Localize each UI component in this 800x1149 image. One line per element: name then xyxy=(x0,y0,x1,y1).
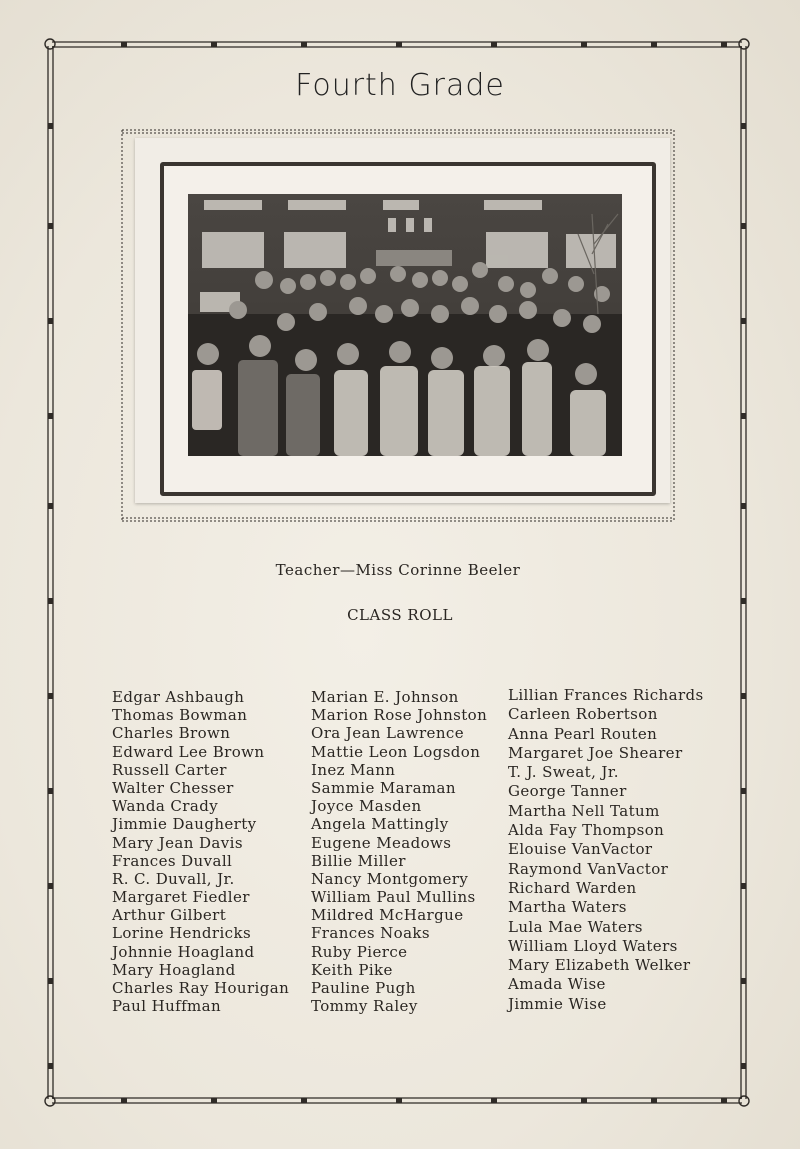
student-name: Marion Rose Johnston xyxy=(311,706,488,725)
student-name: Amada Wise xyxy=(508,975,606,994)
student-name: Russell Carter xyxy=(112,760,227,779)
student-name: Joyce Masden xyxy=(311,797,422,816)
class-photo xyxy=(188,194,622,456)
student-name: Mattie Leon Logsdon xyxy=(311,742,481,761)
student-name: Keith Pike xyxy=(311,960,393,979)
student-name: Walter Chesser xyxy=(112,778,234,797)
student-name: Charles Brown xyxy=(112,724,231,743)
student-name: Mary Hoagland xyxy=(112,960,236,979)
roll-column-3 xyxy=(508,686,704,1014)
student-name: Paul Huffman xyxy=(112,997,222,1016)
student-name: Margaret Joe Shearer xyxy=(508,743,683,762)
student-name: Martha Nell Tatum xyxy=(508,801,660,820)
student-name: Jimmie Daugherty xyxy=(112,815,257,834)
student-name: Carleen Robertson xyxy=(508,705,658,724)
student-name: Sammie Maraman xyxy=(311,778,456,797)
student-name: Anna Pearl Routen xyxy=(508,724,658,743)
roll-column-2 xyxy=(311,688,487,1015)
student-name: Edward Lee Brown xyxy=(112,742,265,761)
student-name: William Lloyd Waters xyxy=(508,936,678,955)
student-name: R. C. Duvall, Jr. xyxy=(112,869,235,888)
page-title: Fourth Grade xyxy=(295,68,505,103)
student-name: Frances Duvall xyxy=(112,851,233,870)
student-name: Pauline Pugh xyxy=(311,979,416,997)
student-name: Charles Ray Hourigan xyxy=(112,979,290,997)
student-name: Frances Noaks xyxy=(311,924,431,943)
student-name: Richard Warden xyxy=(508,878,637,897)
student-name: Marian E. Johnson xyxy=(311,688,459,706)
student-name: Thomas Bowman xyxy=(112,706,248,725)
student-name: Ora Jean Lawrence xyxy=(311,724,464,743)
student-name: Wanda Crady xyxy=(112,797,219,816)
student-name: Raymond VanVactor xyxy=(508,859,669,878)
student-name: Tommy Raley xyxy=(311,997,418,1016)
student-name: Arthur Gilbert xyxy=(112,906,227,925)
student-name: Mary Elizabeth Welker xyxy=(508,956,691,975)
student-name: Inez Mann xyxy=(311,760,396,779)
student-name: Mildred McHargue xyxy=(311,906,464,925)
student-name: Billie Miller xyxy=(311,851,406,870)
student-name: Alda Fay Thompson xyxy=(508,821,665,840)
student-name: Nancy Montgomery xyxy=(311,869,469,888)
class-photo-icon xyxy=(188,194,622,456)
class-roll-heading: CLASS ROLL xyxy=(347,606,453,624)
roll-column-1 xyxy=(112,688,289,1015)
student-name: Johnnie Hoagland xyxy=(112,942,255,961)
student-name: William Paul Mullins xyxy=(311,888,476,907)
student-name: Angela Mattingly xyxy=(311,815,449,834)
student-name: Margaret Fiedler xyxy=(112,888,250,907)
student-name: Elouise VanVactor xyxy=(508,840,653,859)
student-name: T. J. Sweat, Jr. xyxy=(508,763,619,782)
student-name: Lorine Hendricks xyxy=(112,924,252,943)
student-name: Ruby Pierce xyxy=(311,942,408,961)
student-name: Mary Jean Davis xyxy=(112,833,243,852)
student-name: Martha Waters xyxy=(508,898,627,917)
student-name: Edgar Ashbaugh xyxy=(112,688,245,706)
teacher-line: Teacher—Miss Corinne Beeler xyxy=(275,561,521,579)
student-name: Jimmie Wise xyxy=(508,994,607,1013)
student-name: Eugene Meadows xyxy=(311,833,452,852)
student-name: Lula Mae Waters xyxy=(508,917,643,936)
student-name: Lillian Frances Richards xyxy=(508,686,704,704)
student-name: George Tanner xyxy=(508,782,627,801)
